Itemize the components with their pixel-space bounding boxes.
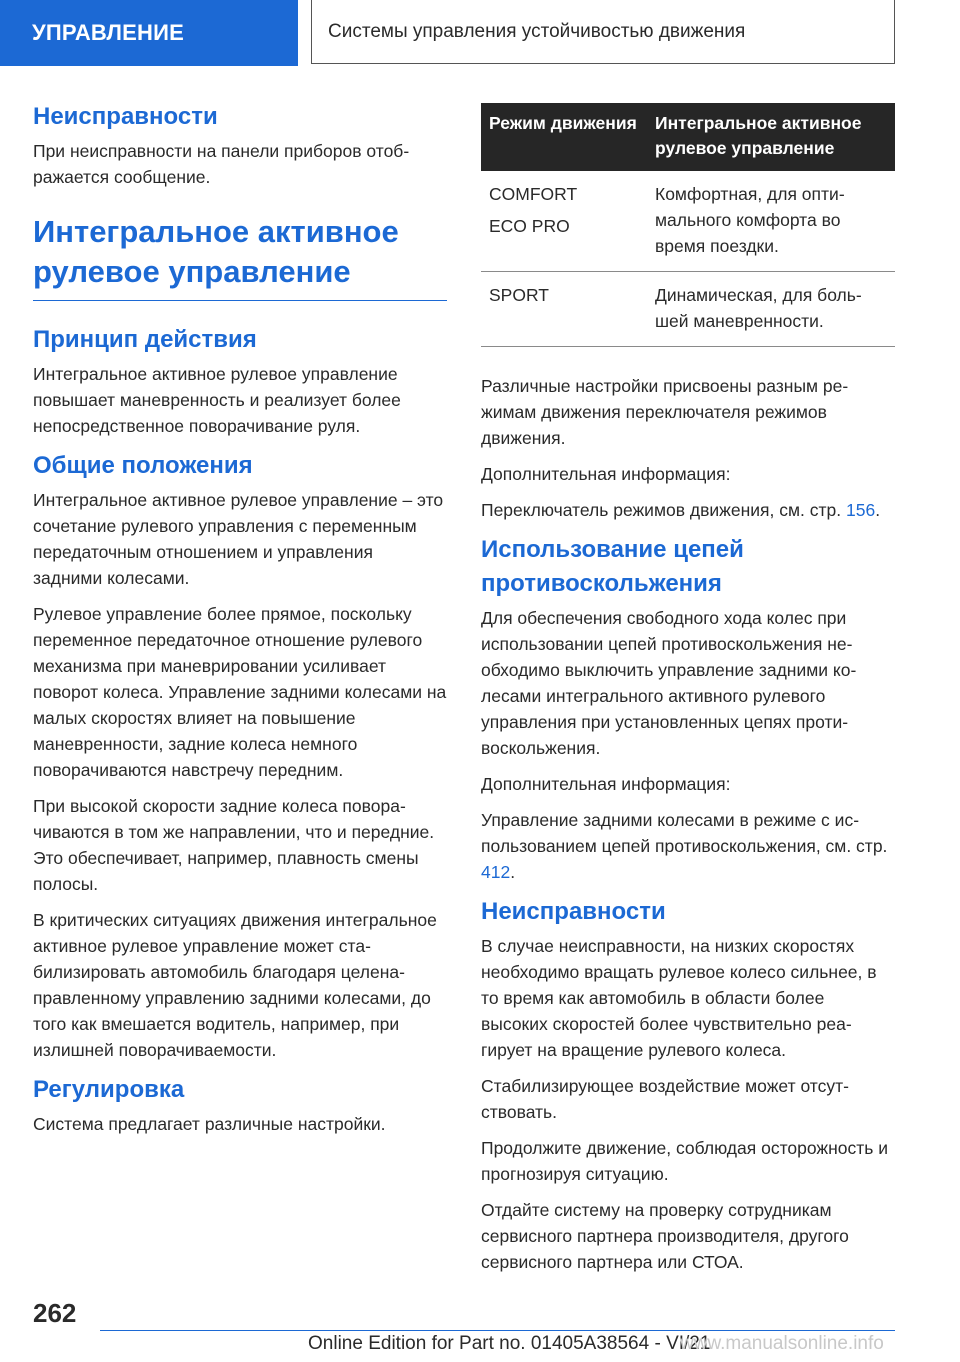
main-heading: Интегральное активное рулевое управление	[33, 212, 447, 301]
steering-malfunction-paragraph-3: Продолжите движение, соблюдая осторожность и прогнозируя ситуацию.	[481, 1138, 889, 1184]
footer-divider	[100, 1330, 895, 1331]
section-tab: УПРАВЛЕНИЕ	[0, 0, 298, 66]
page-link-412[interactable]: 412	[481, 862, 511, 882]
steering-malfunction-paragraph-4: Отдайте систему на проверку сотрудникам сервисного партнера производителя, другого сервисного партнера или СТОА.	[481, 1200, 849, 1272]
modes-paragraph-3	[481, 497, 895, 523]
general-paragraph-3: При высокой скорости задние колеса поворачиваются в том же направлении, что и передние. Это обеспечивает, например, плавность смены полосы.	[33, 796, 435, 894]
chains-paragraph-1: Для обеспечения свободного хода колес при использовании цепей противоскольжения необходимо выключить управление задними колесами интегрального активного рулевого управления при установленных цепях противоскольжения.	[481, 608, 857, 758]
edition-text: Online Edition for Part no. 01405A38564 - VI/21	[308, 1333, 711, 1354]
page-header	[0, 0, 960, 66]
chains-paragraph-2: Дополнительная информация:	[481, 774, 731, 794]
table-row	[481, 272, 895, 347]
adjust-heading: Регулировка	[33, 1076, 185, 1103]
malfunction-heading: Неисправности	[33, 103, 218, 130]
driving-modes-table	[481, 103, 895, 347]
table-cell-description: Комфортная, для оптимального комфорта во время поездки.	[647, 171, 895, 272]
modes-ref-end: .	[875, 500, 881, 520]
page-link-156[interactable]: 156	[845, 500, 876, 520]
principle-heading: Принцип действия	[33, 326, 257, 353]
table-cell-mode	[481, 272, 647, 347]
steering-malfunction-paragraph-2: Стабилизирующее воздействие может отсутствовать.	[481, 1076, 849, 1122]
mode-comfort: COMFORT	[489, 184, 578, 204]
steering-malfunction-paragraph-1: В случае неисправности, на низких скоростях необходимо вращать рулевое колесо сильнее, в то время как автомобиль в области более высоких скоростей более чувствительно реагирует на вращение рулевого колеса.	[481, 936, 877, 1060]
mode-sport: SPORT	[489, 285, 549, 305]
chains-heading: Использование цепей противоскольжения	[481, 536, 744, 597]
general-paragraph-4: В критических ситуациях движения интегральное активное рулевое управление может стабилизировать автомобиль благодаря целенаправленному управлению задними колесами, до того как вмешается водитель, например, при излишней поворачиваемости.	[33, 910, 437, 1060]
malfunction-text: При неисправности на панели приборов отображается сообщение.	[33, 141, 410, 187]
chains-paragraph-3	[481, 807, 895, 885]
adjust-text: Система предлагает различные настройки.	[33, 1114, 386, 1134]
table-header-steering: Интегральное активное рулевое управление	[647, 103, 895, 171]
modes-paragraph-2: Дополнительная информация:	[481, 464, 731, 484]
general-paragraph-1: Интегральное активное рулевое управление – это сочетание рулевого управления с переменным передаточным отношением и управления задними колесами.	[33, 490, 444, 588]
chains-ref-end: .	[510, 862, 516, 882]
general-heading: Общие положения	[33, 452, 253, 479]
page-number: 262	[33, 1298, 77, 1328]
chapter-title: Системы управления устойчивостью движения	[311, 0, 895, 64]
table-row	[481, 171, 895, 272]
left-column	[33, 100, 447, 1147]
modes-paragraph-1: Различные настройки присвоены разным режимам движения переключателя режимов движения.	[481, 376, 849, 448]
watermark: www.manualsonline.info	[680, 1333, 884, 1354]
mode-eco-pro: ECO PRO	[489, 216, 570, 236]
table-header-row	[481, 103, 895, 171]
table-cell-mode	[481, 171, 647, 272]
table-header-mode: Режим движения	[481, 103, 647, 171]
general-paragraph-2: Рулевое управление более прямое, поскольку переменное передаточное отношение рулевого механизма при маневрировании усиливает поворот колеса. Управление задними колесами на малых скоростях влияет на повышение маневренности, задние колеса немного поворачиваются навстречу передним.	[33, 604, 447, 780]
modes-ref-text: Переключатель режимов движения, см. стр.	[481, 500, 846, 520]
chains-ref-text: Управление задними колесами в режиме с использованием цепей противоскольжения, см. стр.	[481, 810, 888, 856]
steering-malfunction-heading: Неисправности	[481, 898, 666, 925]
right-column	[481, 100, 895, 1285]
table-cell-description: Динамическая, для большей маневренности.	[647, 272, 895, 347]
principle-text: Интегральное активное рулевое управление повышает маневренность и реализует более непосредственное поворачивание руля.	[33, 364, 401, 436]
